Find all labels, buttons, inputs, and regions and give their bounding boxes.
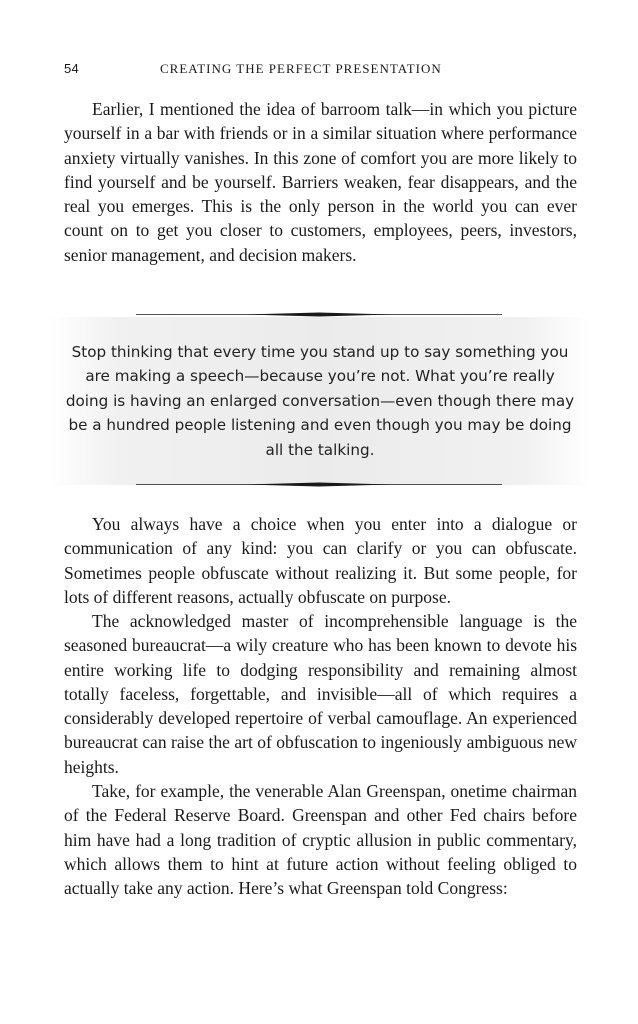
- body-paragraph: You always have a choice when you enter into a dialogue or communication of any kind: you can clarify or you can obfuscate. Sometimes people obfuscate without realizing it. But some people, for lots of different reasons, actually obfuscate on purpose.: [64, 514, 577, 607]
- body-paragraph: Take, for example, the venerable Alan Greenspan, onetime chairman of the Federal Reserve Board. Greenspan and other Fed chairs before him have had a long tradition of cryptic allusion in public commentary, which allows them to hint at future action without feeling obliged to actually take any action. Here’s what Greenspan told Congress:: [64, 781, 577, 899]
- page-number: 54: [64, 61, 80, 76]
- pull-quote-bottom-rule: [136, 482, 502, 487]
- pull-quote-top-rule: [136, 312, 502, 317]
- body-paragraph: The acknowledged master of incomprehensible language is the seasoned bureaucrat—a wily creature who has been known to devote his entire working life to dodging responsibility and remaining almost totally faceless, forgettable, and invisible—all of which requires a considerably developed repertoire of verbal camouflage. An experienced bureaucrat can raise the art of obfuscation to ingeniously ambiguous new heights.: [64, 611, 577, 777]
- running-head: CREATING THE PERFECT PRESENTATION: [160, 61, 442, 76]
- pull-quote-text: Stop thinking that every time you stand up to say something you are making a speech—because you’re not. What you’re really doing is having an enlarged conversation—even though there may be a hundred people listening and even though you may be doing all the talking.: [65, 343, 575, 459]
- body-paragraph: Earlier, I mentioned the idea of barroom talk—in which you picture yourself in a bar with friends or in a similar situation where performance anxiety virtually vanishes. In this zone of comfort you are more likely to find yourself and be yourself. Barriers weaken, fear disappears, and the real you emerges. This is the only person in the world you can ever count on to get you closer to customers, employees, peers, investors, senior management, and decision makers.: [64, 99, 577, 265]
